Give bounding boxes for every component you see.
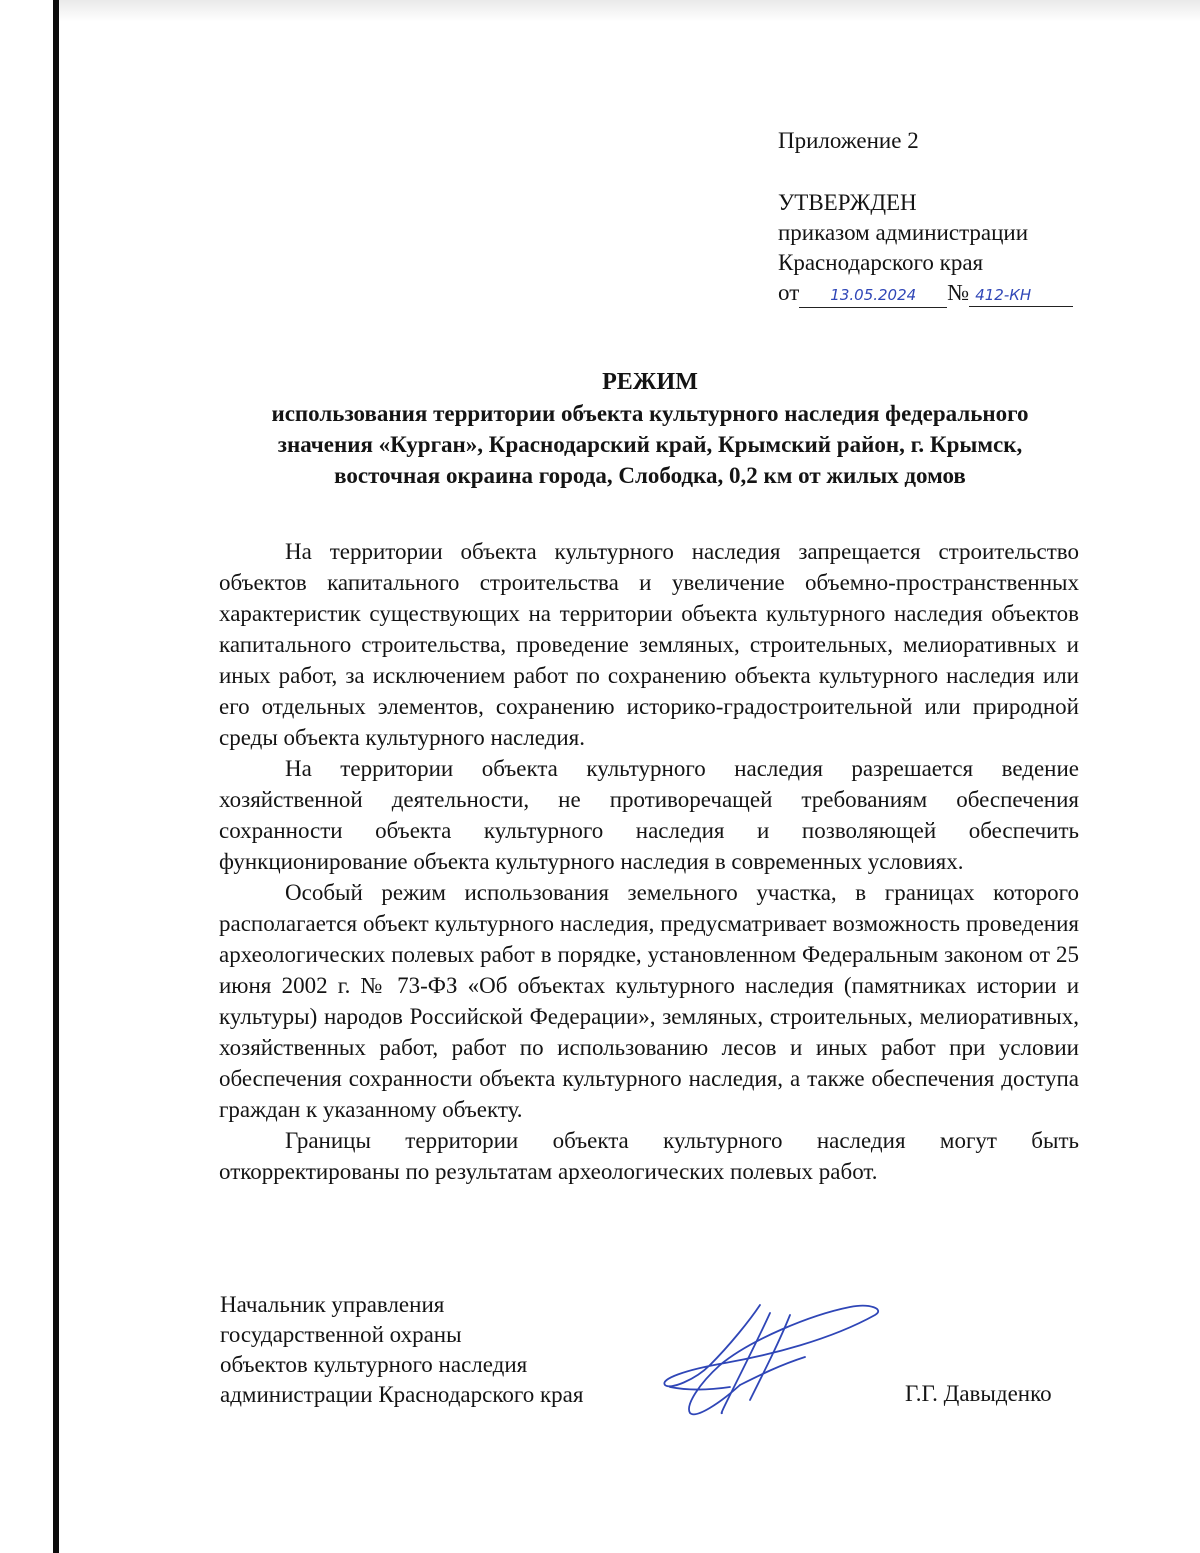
- scan-edge-left: [53, 0, 59, 1553]
- approved-label: УТВЕРЖДЕН: [778, 190, 917, 215]
- title-word: РЕЖИМ: [602, 369, 698, 395]
- position-line-2: государственной охраны: [220, 1322, 462, 1347]
- document-body: [219, 536, 1079, 1187]
- number-prefix: №: [947, 280, 970, 305]
- body-paragraph-4: Границы территории объекта культурного наследия могут быть откорректированы по результатам археологических полевых работ.: [219, 1128, 1079, 1184]
- signer-name: Г.Г. Давыденко: [905, 1381, 1052, 1406]
- body-paragraph-1: На территории объекта культурного наследия запрещается строительство объектов капитального строительства и увеличение объемно-пространственных характеристик существующих на территории объекта культурного наследия объектов капитального строительства, проведение земляных, строительных, мелиоративных и иных работ, за исключением работ по сохранению объекта культурного наследия или его отдельных элементов, сохранению историко-градостроительной или природной среды объекта культурного наследия.: [219, 539, 1079, 750]
- order-date-number-line: [778, 278, 1108, 308]
- scan-edge-top: [59, 0, 1200, 22]
- handwritten-signature: [630, 1295, 890, 1430]
- body-paragraph-2: На территории объекта культурного наследия разрешается ведение хозяйственной деятельности, не противоречащей требованиям обеспечения сохранности объекта культурного наследия и позволяющей обеспечить функционирование объекта культурного наследия в современных условиях.: [219, 756, 1079, 874]
- title-line-3: восточная окраина города, Слободка, 0,2 км от жилых домов: [334, 463, 966, 488]
- handwritten-number: 412-КН: [969, 283, 1073, 307]
- appendix-label: Приложение 2: [778, 128, 919, 153]
- approved-by-line2: Краснодарского края: [778, 250, 984, 275]
- date-prefix: от: [778, 280, 800, 305]
- title-line-1: использования территории объекта культурного наследия федерального: [271, 401, 1029, 426]
- signatory-position: [220, 1290, 660, 1410]
- body-paragraph-3: Особый режим использования земельного участка, в границах которого располагается объект культурного наследия, предусматривает возможность проведения археологических полевых работ в порядке, установленном Федеральным законом от 25 июня 2002 г. № 73-ФЗ «Об объектах культурного наследия (памятниках истории и культуры) народов Российской Федерации», земляных, строительных, мелиоративных, хозяйственных работ, работ по использованию лесов и иных работ при условии обеспечения сохранности объекта культурного наследия, а также обеспечения доступа граждан к указанному объекту.: [219, 880, 1079, 1122]
- approved-by-line1: приказом администрации: [778, 220, 1029, 245]
- position-line-3: объектов культурного наследия: [220, 1352, 528, 1377]
- position-line-1: Начальник управления: [220, 1292, 445, 1317]
- title-line-2: значения «Курган», Краснодарский край, Крымский район, г. Крымск,: [277, 432, 1023, 457]
- approval-block: [778, 126, 1108, 308]
- handwritten-date: 13.05.2024: [799, 283, 947, 308]
- position-line-4: администрации Краснодарского края: [220, 1382, 584, 1407]
- document-title: [200, 367, 1100, 491]
